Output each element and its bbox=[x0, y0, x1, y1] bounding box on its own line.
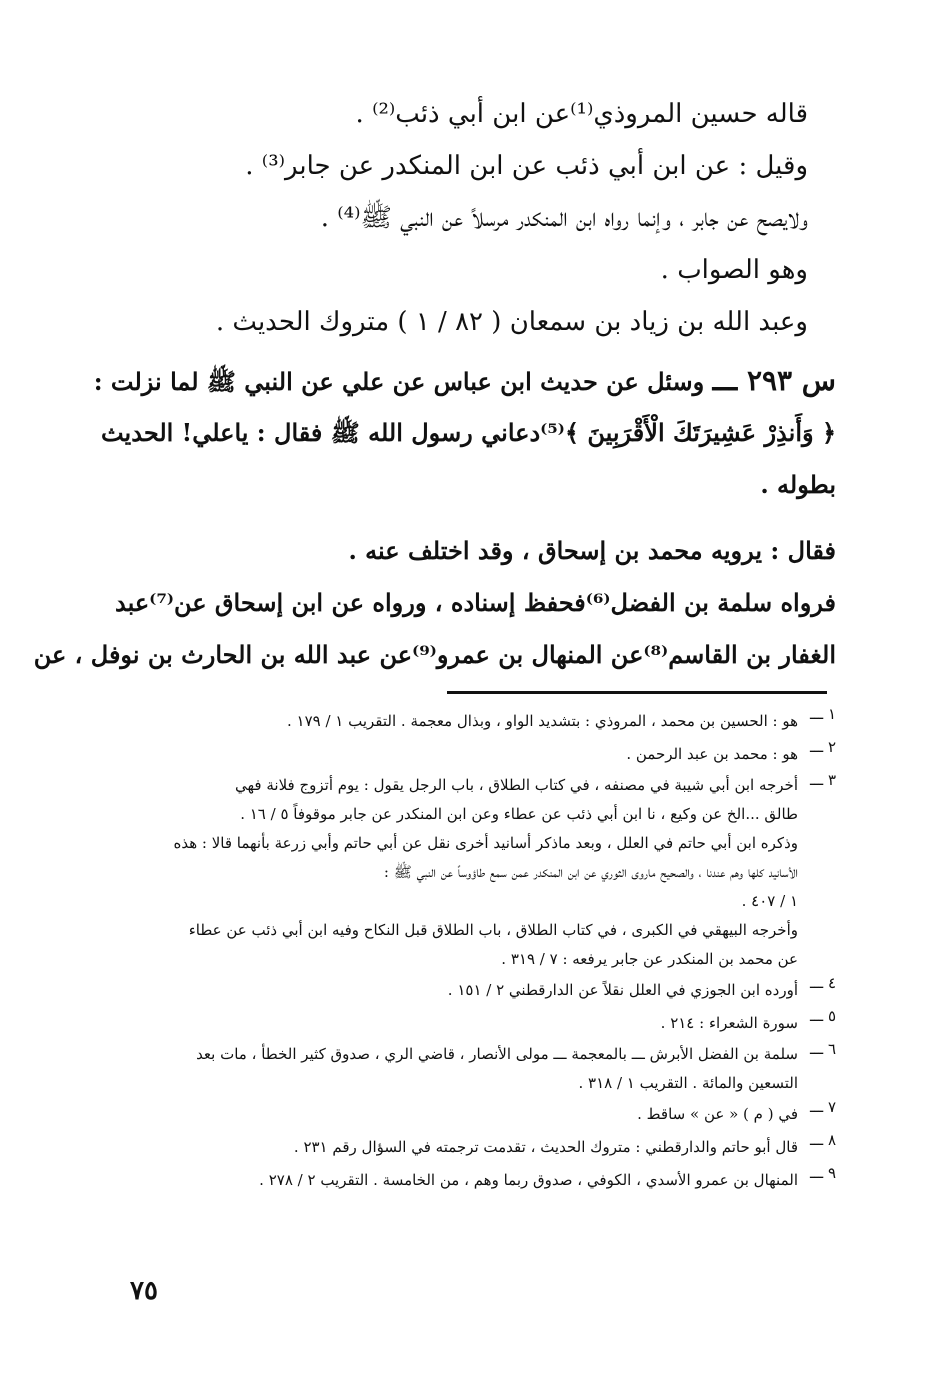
footnote-3 bbox=[126, 771, 836, 974]
footnote-text: التسعين والمائة . التقريب ١ / ٣١٨ . bbox=[578, 1074, 798, 1092]
text-line: ولايصح عن جابر ، وإنما رواه ابن المنكدر مرسلاً عن النبي ﷺ⁽⁴⁾ . bbox=[320, 203, 808, 233]
footnote-6 bbox=[126, 1040, 836, 1098]
footnote-text: عن محمد بن المنكدر عن جابر يرفعه : ٧ / ٣١٩ . bbox=[501, 950, 798, 968]
footnote-number: ٥ ـــ bbox=[809, 1007, 836, 1025]
footnote-9 bbox=[126, 1164, 836, 1197]
footnote-5 bbox=[126, 1007, 836, 1040]
question-block bbox=[93, 355, 836, 511]
footnotes bbox=[126, 705, 836, 1197]
question-line: بطوله . bbox=[760, 470, 836, 499]
footnote-1 bbox=[126, 705, 836, 738]
text-line: وعبد الله بن زياد بن سمعان ( ٨٢ / ١ ) متروك الحديث . bbox=[215, 307, 808, 337]
footnote-2 bbox=[126, 738, 836, 771]
footnote-4 bbox=[126, 974, 836, 1007]
question-line: وسئل عن حديث ابن عباس عن علي عن النبي ﷺ لما نزلت : bbox=[93, 367, 705, 396]
answer-line: الغفار بن القاسم⁽⁸⁾عن المنهال بن عمرو⁽⁹⁾عن عبد الله بن الحارث بن نوفل ، عن bbox=[33, 640, 836, 669]
text-line: وقيل : عن ابن أبي ذئب عن ابن المنكدر عن جابر⁽³⁾ . bbox=[245, 151, 808, 181]
footnote-text: سورة الشعراء : ٢١٤ . bbox=[660, 1014, 798, 1032]
footnote-separator bbox=[447, 691, 827, 694]
text-line: وهو الصواب . bbox=[660, 255, 808, 285]
answer-line: فرواه سلمة بن الفضل⁽⁶⁾فحفظ إسناده ، ورواه عن ابن إسحاق عن⁽⁷⁾عبد bbox=[115, 588, 836, 617]
answer-block bbox=[33, 525, 836, 681]
footnote-text: ١ / ٤٠٧ . bbox=[741, 892, 798, 910]
footnote-8 bbox=[126, 1131, 836, 1164]
footnote-text: المنهال بن عمرو الأسدي ، الكوفي ، صدوق ربما وهم ، من الخامسة . التقريب ٢ / ٢٧٨ . bbox=[259, 1171, 798, 1189]
footnote-number: ٣ ـــ bbox=[809, 771, 836, 789]
footnote-text: وذكره ابن أبي حاتم في العلل ، وبعد ماذكر أسانيد أخرى نقل عن أبي حاتم وأبي زرعة بأنهما قالا : هذه bbox=[173, 834, 798, 852]
footnote-text: أورده ابن الجوزي في العلل نقلاً عن الدارقطني ٢ / ١٥١ . bbox=[447, 981, 798, 999]
footnote-number: ٤ ـــ bbox=[809, 974, 836, 992]
footnote-number: ٨ ـــ bbox=[809, 1131, 836, 1149]
footnote-number: ١ ـــ bbox=[809, 705, 836, 723]
page-number: ٧٥ bbox=[130, 1276, 158, 1306]
footnote-text: قال أبو حاتم والدارقطني : متروك الحديث ، تقدمت ترجمته في السؤال رقم ٢٣١ . bbox=[293, 1138, 798, 1156]
text-line: قاله حسين المروذي⁽¹⁾عن ابن أبي ذئب⁽²⁾ . bbox=[355, 99, 808, 129]
footnote-text: وأخرجه البيهقي في الكبرى ، في كتاب الطلاق ، باب الطلاق قبل النكاح وفيه ابن أبي ذئب عن عطاء bbox=[188, 921, 798, 939]
footnote-text: هو : الحسين بن محمد ، المروذي : بتشديد الواو ، وبذال معجمة . التقريب ١ / ١٧٩ . bbox=[286, 712, 798, 730]
footnote-text: في ( م ) « عن » ساقط . bbox=[637, 1105, 798, 1123]
footnote-text: هو : محمد بن عبد الرحمن . bbox=[626, 745, 798, 763]
footnote-text: الأسانيد كلها وهم عندنا ، والصحيح ماروى الثوري عن ابن المنكدر عمن سمع طاؤوساً عن النبي ﷺ : bbox=[383, 863, 798, 881]
question-line: ﴿ وَأَنذِرْ عَشِيرَتَكَ الْأَقْرَبِينَ ﴾⁽⁵⁾دعاني رسول الله ﷺ فقال : ياعلي! الحديث bbox=[100, 418, 836, 447]
footnote-number: ٧ ـــ bbox=[809, 1098, 836, 1116]
footnote-text: سلمة بن الفضل الأبرش ـــ بالمعجمة ـــ مولى الأنصار ، قاضي الري ، صدوق كثير الخطأ ، مات بعد bbox=[196, 1045, 798, 1063]
upper-text-block bbox=[128, 88, 808, 348]
footnote-text: أخرجه ابن أبي شيبة في مصنفه ، في كتاب الطلاق ، باب الرجل يقول : يوم أتزوج فلانة فهي bbox=[235, 776, 798, 794]
footnote-text: طالق ...الخ عن وكيع ، نا ابن أبي ذئب عن عطاء وعن ابن المنكدر عن جابر موقوفاً ٥ / ١٦ . bbox=[240, 805, 798, 823]
question-number: س ٢٩٣ ـــ bbox=[712, 364, 836, 397]
footnote-number: ٢ ـــ bbox=[809, 738, 836, 756]
answer-line: فقال : يرويه محمد بن إسحاق ، وقد اختلف عنه . bbox=[348, 536, 836, 565]
footnote-number: ٩ ـــ bbox=[809, 1164, 836, 1182]
footnote-number: ٦ ـــ bbox=[809, 1040, 836, 1058]
footnote-7 bbox=[126, 1098, 836, 1131]
